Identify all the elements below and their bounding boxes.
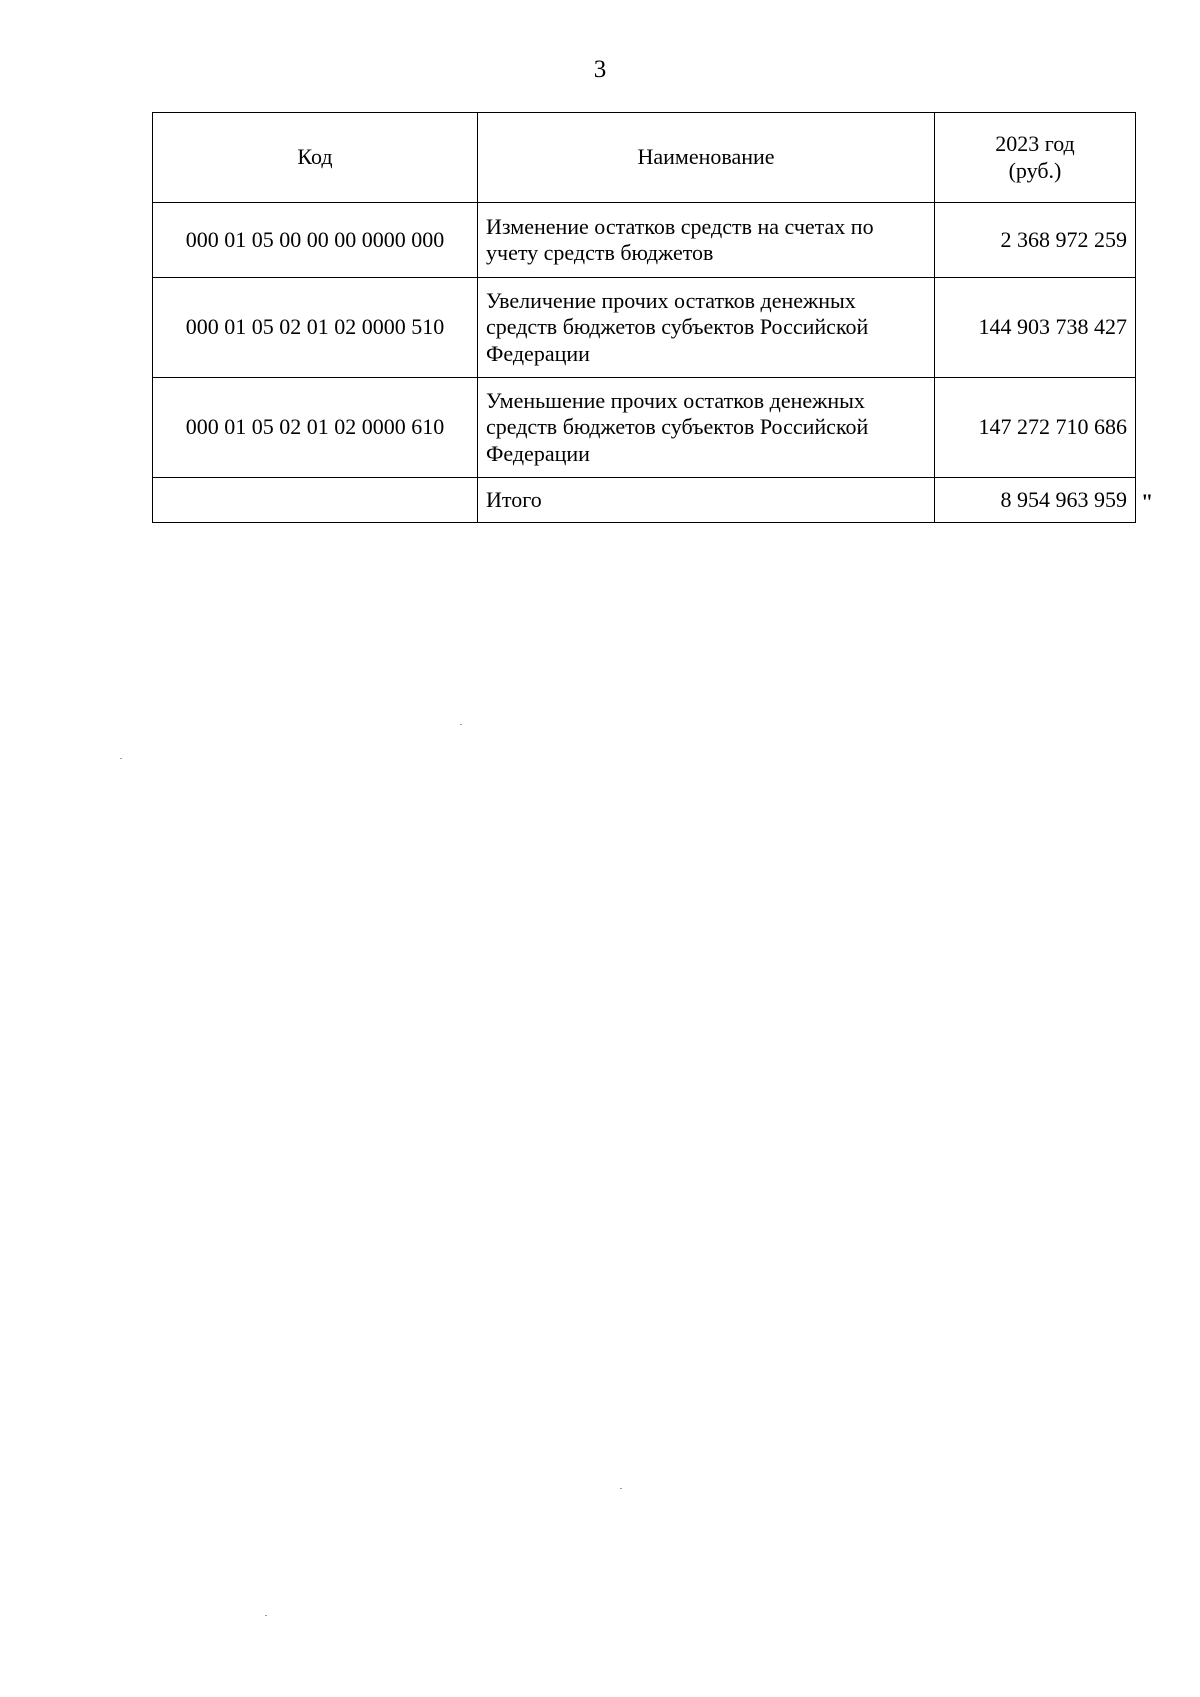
page-number: 3 — [593, 56, 607, 83]
header-amount-unit: (руб.) — [1008, 157, 1062, 183]
total-row — [153, 478, 1136, 523]
total-label: Итого — [478, 478, 935, 523]
row-code: 000 01 05 00 00 00 0000 000 — [153, 203, 478, 278]
row-amount: 147 272 710 686 — [935, 378, 1136, 478]
table-row — [153, 378, 1136, 478]
scan-speck — [265, 1615, 267, 1616]
total-code — [153, 478, 478, 523]
budget-sources-table — [152, 112, 1136, 523]
row-name: Изменение остатков средств на счетах по учету средств бюджетов — [478, 203, 935, 278]
header-amount — [935, 113, 1136, 203]
row-amount: 144 903 738 427 — [935, 278, 1136, 378]
row-name: Уменьшение прочих остатков денежных средств бюджетов субъектов Российской Федерации — [478, 378, 935, 478]
table-row — [153, 203, 1136, 278]
header-amount-year: 2023 год — [995, 131, 1075, 157]
total-amount: 8 954 963 959 — [935, 478, 1136, 523]
table-header-row — [153, 113, 1136, 203]
scan-speck — [460, 724, 462, 725]
scan-speck — [620, 1488, 622, 1489]
row-code: 000 01 05 02 01 02 0000 610 — [153, 378, 478, 478]
closing-quote: " — [1141, 489, 1154, 514]
row-name: Увеличение прочих остатков денежных средств бюджетов субъектов Российской Федерации — [478, 278, 935, 378]
table-row — [153, 278, 1136, 378]
header-name: Наименование — [478, 113, 935, 203]
scan-speck — [120, 758, 122, 759]
row-code: 000 01 05 02 01 02 0000 510 — [153, 278, 478, 378]
row-amount: 2 368 972 259 — [935, 203, 1136, 278]
header-code: Код — [153, 113, 478, 203]
